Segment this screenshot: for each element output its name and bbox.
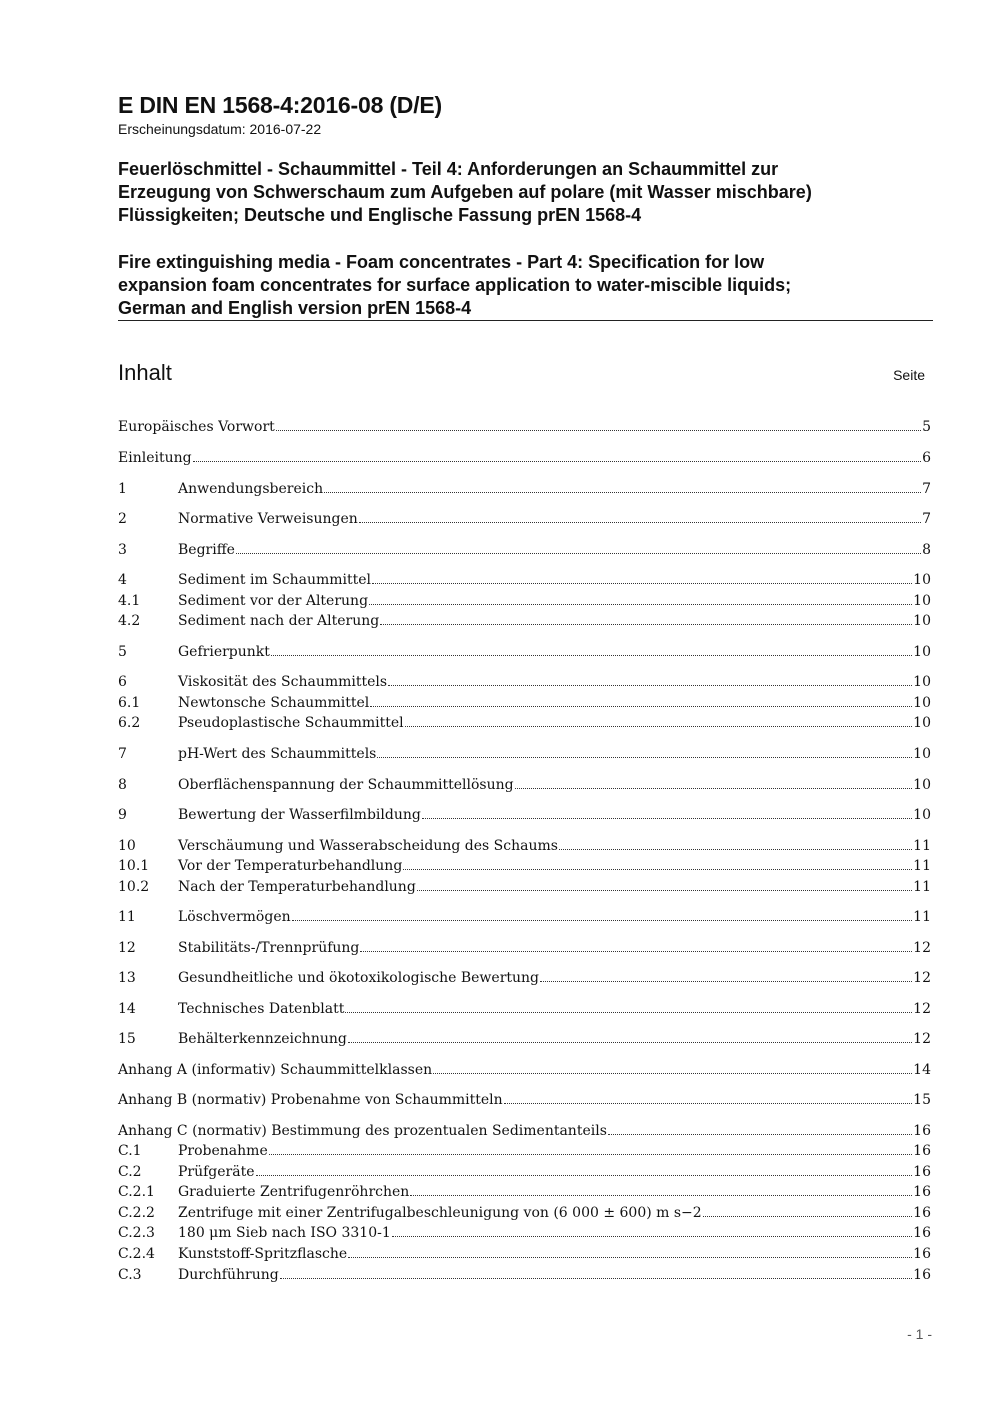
toc-entry[interactable] xyxy=(118,713,931,733)
toc-entry-number: 10.1 xyxy=(118,858,150,874)
toc-entry-title: Bewertung der Wasserfilmbildung xyxy=(178,807,421,823)
toc-leader-dots xyxy=(608,1124,912,1135)
toc-entry-page: 7 xyxy=(922,511,931,527)
toc-leader-dots xyxy=(348,1032,912,1043)
toc-entry-number: C.2.1 xyxy=(118,1184,155,1200)
toc-entry-title: Graduierte Zentrifugenröhrchen xyxy=(178,1184,410,1200)
toc-leader-dots xyxy=(369,594,912,605)
toc-entry-title: Sediment im Schaummittel xyxy=(178,572,372,588)
toc-entry-number: 10 xyxy=(118,838,136,854)
toc-entry-page: 16 xyxy=(913,1205,931,1221)
toc-entry[interactable] xyxy=(118,1090,931,1110)
toc-entry-page: 14 xyxy=(913,1062,931,1078)
toc-leader-dots xyxy=(236,543,921,554)
toc-entry-title: Kunststoff-Spritzflasche xyxy=(178,1246,348,1262)
toc-entry-title: Sediment vor der Alterung xyxy=(178,593,369,609)
toc-heading: Inhalt xyxy=(118,360,172,385)
toc-entry[interactable] xyxy=(118,1141,931,1161)
toc-entry-page: 10 xyxy=(913,572,931,588)
toc-leader-dots xyxy=(388,675,912,686)
toc-entry[interactable] xyxy=(118,1203,931,1223)
toc-entry-number: C.2 xyxy=(118,1164,142,1180)
toc-leader-dots xyxy=(422,808,912,819)
toc-leader-dots xyxy=(703,1206,912,1217)
table-of-contents xyxy=(118,0,931,1403)
title-english-line: Fire extinguishing media - Foam concentrates - Part 4: Specification for low xyxy=(118,252,765,272)
toc-leader-dots xyxy=(392,1226,912,1237)
toc-entry[interactable] xyxy=(118,968,931,988)
toc-leader-dots xyxy=(292,910,913,921)
toc-entry-number: 10.2 xyxy=(118,879,150,895)
toc-leader-dots xyxy=(403,859,912,870)
toc-entry[interactable] xyxy=(118,642,931,662)
toc-entry[interactable] xyxy=(118,744,931,764)
toc-entry-number: 8 xyxy=(118,777,127,793)
toc-entry-page: 10 xyxy=(913,807,931,823)
toc-entry-number: 7 xyxy=(118,746,127,762)
toc-entry-page: 15 xyxy=(913,1092,931,1108)
toc-entry[interactable] xyxy=(118,479,931,499)
toc-leader-dots xyxy=(370,696,912,707)
toc-leader-dots xyxy=(410,1185,912,1196)
toc-entry[interactable] xyxy=(118,693,931,713)
toc-entry-title: Vor der Temperaturbehandlung xyxy=(178,858,403,874)
toc-entry-title: Viskosität des Schaummittels xyxy=(178,674,388,690)
toc-entry-title: Anhang A (informativ) Schaummittelklassen xyxy=(118,1062,433,1078)
toc-entry-number: 6.1 xyxy=(118,695,141,711)
title-german-line: Flüssigkeiten; Deutsche und Englische Fassung prEN 1568-4 xyxy=(118,205,642,225)
toc-entry[interactable] xyxy=(118,805,931,825)
toc-leader-dots xyxy=(417,880,912,891)
toc-entry-number: 4.2 xyxy=(118,613,141,629)
toc-entry[interactable] xyxy=(118,775,931,795)
toc-entry-page: 10 xyxy=(913,593,931,609)
toc-entry-page: 12 xyxy=(913,1031,931,1047)
toc-entry-title: Technisches Datenblatt xyxy=(178,1001,345,1017)
toc-entry[interactable] xyxy=(118,672,931,692)
toc-entry-page: 6 xyxy=(922,450,931,466)
toc-entry-page: 7 xyxy=(922,481,931,497)
title-german-line: Feuerlöschmittel - Schaummittel - Teil 4: Anforderungen an Schaummittel zur xyxy=(118,159,779,179)
toc-entry-page: 10 xyxy=(913,715,931,731)
toc-entry-page: 10 xyxy=(913,695,931,711)
toc-entry[interactable] xyxy=(118,611,931,631)
toc-entry-number: 14 xyxy=(118,1001,136,1017)
toc-entry-title: Stabilitäts-/Trennprüfung xyxy=(178,940,360,956)
toc-entry[interactable] xyxy=(118,540,931,560)
toc-leader-dots xyxy=(372,573,912,584)
toc-entry-number: 1 xyxy=(118,481,127,497)
toc-entry[interactable] xyxy=(118,1060,931,1080)
toc-entry-page: 11 xyxy=(913,879,931,895)
toc-entry-title: Behälterkennzeichnung xyxy=(178,1031,347,1047)
toc-entry-page: 10 xyxy=(913,777,931,793)
toc-leader-dots xyxy=(271,645,912,656)
toc-entry[interactable] xyxy=(118,1182,931,1202)
toc-entry-page: 16 xyxy=(913,1123,931,1139)
toc-entry[interactable] xyxy=(118,417,931,437)
toc-entry-page: 16 xyxy=(913,1225,931,1241)
toc-leader-dots xyxy=(193,451,922,462)
toc-entry-page: 16 xyxy=(913,1246,931,1262)
toc-entry-page: 16 xyxy=(913,1267,931,1283)
toc-entry-number: C.1 xyxy=(118,1143,142,1159)
toc-entry-page: 12 xyxy=(913,1001,931,1017)
toc-entry[interactable] xyxy=(118,877,931,897)
toc-entry-title: Gefrierpunkt xyxy=(178,644,270,660)
toc-leader-dots xyxy=(515,778,913,789)
toc-entry-page: 16 xyxy=(913,1164,931,1180)
toc-leader-dots xyxy=(360,941,912,952)
toc-entry-page: 5 xyxy=(922,419,931,435)
toc-entry-number: C.3 xyxy=(118,1267,142,1283)
toc-entry[interactable] xyxy=(118,1244,931,1264)
toc-entry-page: 12 xyxy=(913,970,931,986)
toc-entry-page: 10 xyxy=(913,613,931,629)
toc-entry-number: C.2.2 xyxy=(118,1205,155,1221)
toc-leader-dots xyxy=(377,747,912,758)
toc-leader-dots xyxy=(540,971,912,982)
toc-leader-dots xyxy=(324,482,921,493)
toc-entry-title: Pseudoplastische Schaummittel xyxy=(178,715,404,731)
toc-entry[interactable] xyxy=(118,570,931,590)
toc-entry-title: Einleitung xyxy=(118,450,192,466)
toc-entry[interactable] xyxy=(118,1162,931,1182)
toc-entry-number: C.2.4 xyxy=(118,1246,155,1262)
toc-entry[interactable] xyxy=(118,448,931,468)
toc-entry-number: C.2.3 xyxy=(118,1225,155,1241)
toc-page-label: Seite xyxy=(893,367,925,383)
toc-leader-dots xyxy=(280,1268,912,1279)
toc-entry-title: Newtonsche Schaummittel xyxy=(178,695,370,711)
title-english-line: expansion foam concentrates for surface application to water-miscible liquids; xyxy=(118,275,792,295)
toc-entry-number: 6 xyxy=(118,674,127,690)
toc-entry-number: 3 xyxy=(118,542,127,558)
toc-entry-title: Probenahme xyxy=(178,1143,268,1159)
title-english-line: German and English version prEN 1568-4 xyxy=(118,298,472,318)
toc-entry-title: Prüfgeräte xyxy=(178,1164,255,1180)
toc-entry-page: 10 xyxy=(913,746,931,762)
toc-entry[interactable] xyxy=(118,1265,931,1285)
toc-entry-title: Europäisches Vorwort xyxy=(118,419,275,435)
title-german-line: Erzeugung von Schwerschaum zum Aufgeben auf polare (mit Wasser mischbare) xyxy=(118,182,812,202)
toc-entry-title: Sediment nach der Alterung xyxy=(178,613,380,629)
toc-entry-number: 4 xyxy=(118,572,127,588)
toc-entry-number: 5 xyxy=(118,644,127,660)
toc-entry-page: 16 xyxy=(913,1143,931,1159)
toc-entry[interactable] xyxy=(118,509,931,529)
toc-entry-title: Löschvermögen xyxy=(178,909,291,925)
toc-entry-page: 8 xyxy=(922,542,931,558)
toc-entry-title: Anwendungsbereich xyxy=(178,481,324,497)
toc-leader-dots xyxy=(504,1093,913,1104)
document-id: E DIN EN 1568-4:2016-08 (D/E) xyxy=(118,92,443,118)
toc-entry-number: 11 xyxy=(118,909,136,925)
toc-entry-page: 10 xyxy=(913,644,931,660)
toc-entry[interactable] xyxy=(118,999,931,1019)
toc-entry-title: Anhang B (normativ) Probenahme von Schaummitteln xyxy=(118,1092,503,1108)
toc-entry[interactable] xyxy=(118,1029,931,1049)
toc-leader-dots xyxy=(256,1165,913,1176)
toc-entry-page: 10 xyxy=(913,674,931,690)
toc-entry-page: 16 xyxy=(913,1184,931,1200)
toc-entry-number: 12 xyxy=(118,940,136,956)
toc-leader-dots xyxy=(348,1247,912,1258)
publication-date: Erscheinungsdatum: 2016-07-22 xyxy=(118,121,322,137)
toc-leader-dots xyxy=(559,839,912,850)
toc-leader-dots xyxy=(359,512,921,523)
toc-entry[interactable] xyxy=(118,836,931,856)
toc-entry-title: Durchführung xyxy=(178,1267,279,1283)
toc-entry-title: pH-Wert des Schaummittels xyxy=(178,746,377,762)
toc-entry-title: Normative Verweisungen xyxy=(178,511,358,527)
toc-entry[interactable] xyxy=(118,907,931,927)
toc-entry[interactable] xyxy=(118,1121,931,1141)
toc-entry-title: Zentrifuge mit einer Zentrifugalbeschleunigung von (6 000 ± 600) m s−2 xyxy=(178,1205,702,1221)
toc-leader-dots xyxy=(405,716,913,727)
toc-entry-number: 15 xyxy=(118,1031,136,1047)
toc-entry-number: 9 xyxy=(118,807,127,823)
toc-entry-title: Anhang C (normativ) Bestimmung des prozentualen Sedimentanteils xyxy=(118,1123,607,1139)
toc-entry-title: 180 μm Sieb nach ISO 3310-1 xyxy=(178,1225,391,1241)
toc-entry-number: 13 xyxy=(118,970,136,986)
toc-entry[interactable] xyxy=(118,856,931,876)
toc-leader-dots xyxy=(433,1063,912,1074)
toc-leader-dots xyxy=(380,614,912,625)
toc-entry-number: 4.1 xyxy=(118,593,141,609)
toc-entry-title: Nach der Temperaturbehandlung xyxy=(178,879,416,895)
toc-leader-dots xyxy=(276,420,921,431)
toc-entry-title: Begriffe xyxy=(178,542,235,558)
toc-entry-page: 11 xyxy=(913,909,931,925)
toc-entry[interactable] xyxy=(118,591,931,611)
toc-entry[interactable] xyxy=(118,938,931,958)
toc-leader-dots xyxy=(345,1002,912,1013)
toc-entry-page: 11 xyxy=(913,838,931,854)
toc-entry-title: Gesundheitliche und ökotoxikologische Bewertung xyxy=(178,970,540,986)
toc-entry-title: Verschäumung und Wasserabscheidung des Schaums xyxy=(178,838,558,854)
toc-entry[interactable] xyxy=(118,1223,931,1243)
toc-entry-page: 11 xyxy=(913,858,931,874)
toc-entry-number: 2 xyxy=(118,511,127,527)
toc-entry-number: 6.2 xyxy=(118,715,141,731)
toc-entry-page: 12 xyxy=(913,940,931,956)
footer-page-number: - 1 - xyxy=(907,1326,932,1342)
toc-leader-dots xyxy=(269,1144,912,1155)
toc-entry-title: Oberflächenspannung der Schaummittellösung xyxy=(178,777,514,793)
